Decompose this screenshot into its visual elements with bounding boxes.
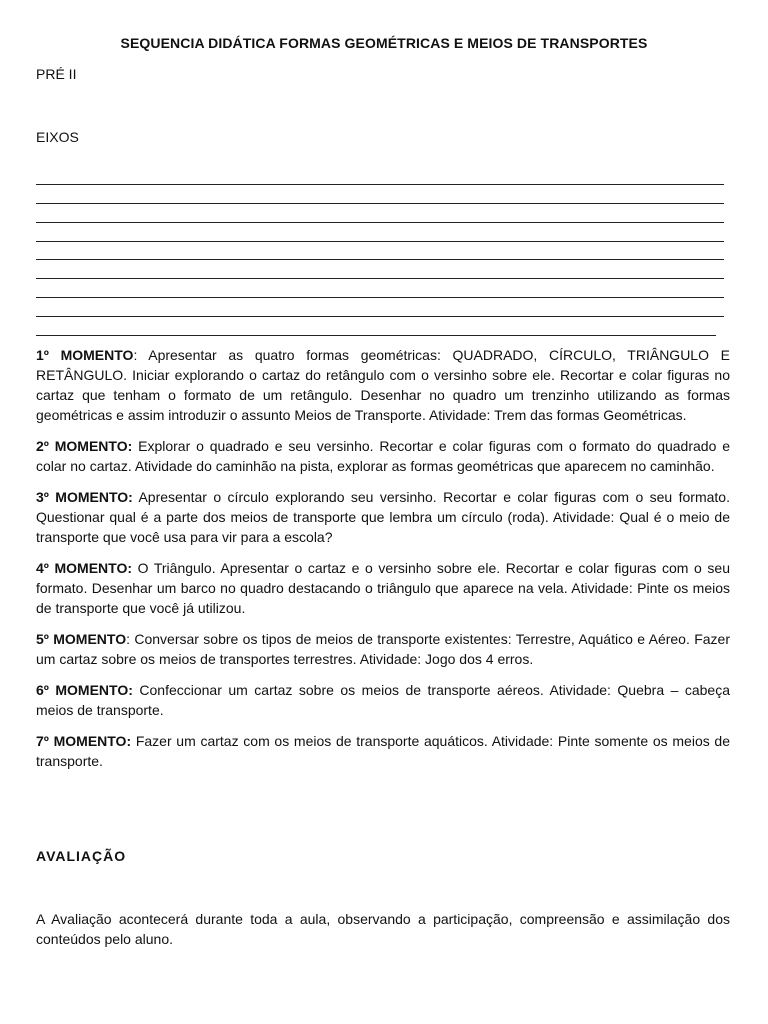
moment-label: 4º MOMENTO: <box>36 560 133 576</box>
document-title: SEQUENCIA DIDÁTICA FORMAS GEOMÉTRICAS E MEIOS DE TRANSPORTES <box>120 35 648 51</box>
moment-paragraph <box>36 345 730 425</box>
blank-line <box>36 242 724 261</box>
moment-label: 7º MOMENTO: <box>36 733 132 749</box>
moment-text: : Conversar sobre os tipos de meios de transporte existentes: Terrestre, Aquático e Aéreo. Fazer um cartaz sobre os meios de transportes terrestres. Atividade: Jogo dos 4 erros. <box>36 631 730 667</box>
blank-line <box>36 279 724 298</box>
blank-line <box>36 166 724 185</box>
evaluation-title: AVALIAÇÃO <box>36 848 127 864</box>
moment-text: Confeccionar um cartaz sobre os meios de transporte aéreos. Atividade: Quebra – cabeça meios de transporte. <box>36 682 730 718</box>
moment-paragraph <box>36 558 730 618</box>
blank-line <box>36 223 724 242</box>
moment-label: 1º MOMENTO <box>36 347 134 363</box>
moment-label: 3º MOMENTO: <box>36 489 133 505</box>
moment-label: 5º MOMENTO <box>36 631 127 647</box>
blank-line <box>36 185 724 204</box>
moment-text: O Triângulo. Apresentar o cartaz e o versinho sobre ele. Recortar e colar figuras com o seu formato. Desenhar um barco no quadro destacando o triângulo que aparece na vela. Atividade: Pinte os meios de transporte que você já utilizou. <box>36 560 730 616</box>
moment-text: Apresentar o círculo explorando seu versinho. Recortar e colar figuras com o seu formato. Questionar qual é a parte dos meios de transporte que lembra um círculo (roda). Atividade: Qual é o meio de transporte que você usa para vir para a escola? <box>36 489 730 545</box>
moment-paragraph <box>36 436 730 476</box>
blank-line <box>36 260 724 279</box>
moment-text: Fazer um cartaz com os meios de transporte aquáticos. Atividade: Pinte somente os meios de transporte. <box>36 733 730 769</box>
moment-paragraph <box>36 731 730 771</box>
level-label: PRÉ II <box>36 66 77 82</box>
moment-paragraph <box>36 680 730 720</box>
moments-list <box>36 345 730 782</box>
blank-line <box>36 204 724 223</box>
moment-label: 6º MOMENTO: <box>36 682 133 698</box>
blank-writing-lines <box>36 166 724 336</box>
moment-paragraph <box>36 487 730 547</box>
moment-text: Explorar o quadrado e seu versinho. Recortar e colar figuras com o formato do quadrado e colar no cartaz. Atividade do caminhão na pista, explorar as formas geométricas que aparecem no caminhão. <box>36 438 730 474</box>
moment-label: 2º MOMENTO: <box>36 438 133 454</box>
evaluation-text: A Avaliação acontecerá durante toda a aula, observando a participação, compreensão e assimilação dos conteúdos pelo aluno. <box>36 911 730 947</box>
moment-text: : Apresentar as quatro formas geométricas: QUADRADO, CÍRCULO, TRIÂNGULO E RETÂNGULO. Iniciar explorando o cartaz do retângulo com o versinho sobre ele. Recortar e colar figuras no cartaz que tenham o formato de um retângulo. Desenhar no quadro um trenzinho utilizando as formas geométricas e assim introduzir o assunto Meios de Transporte. Atividade: Trem das formas Geométricas. <box>36 347 731 423</box>
axes-label: EIXOS <box>36 129 79 145</box>
moment-paragraph <box>36 629 730 669</box>
blank-line <box>36 298 724 317</box>
blank-line <box>36 317 716 336</box>
